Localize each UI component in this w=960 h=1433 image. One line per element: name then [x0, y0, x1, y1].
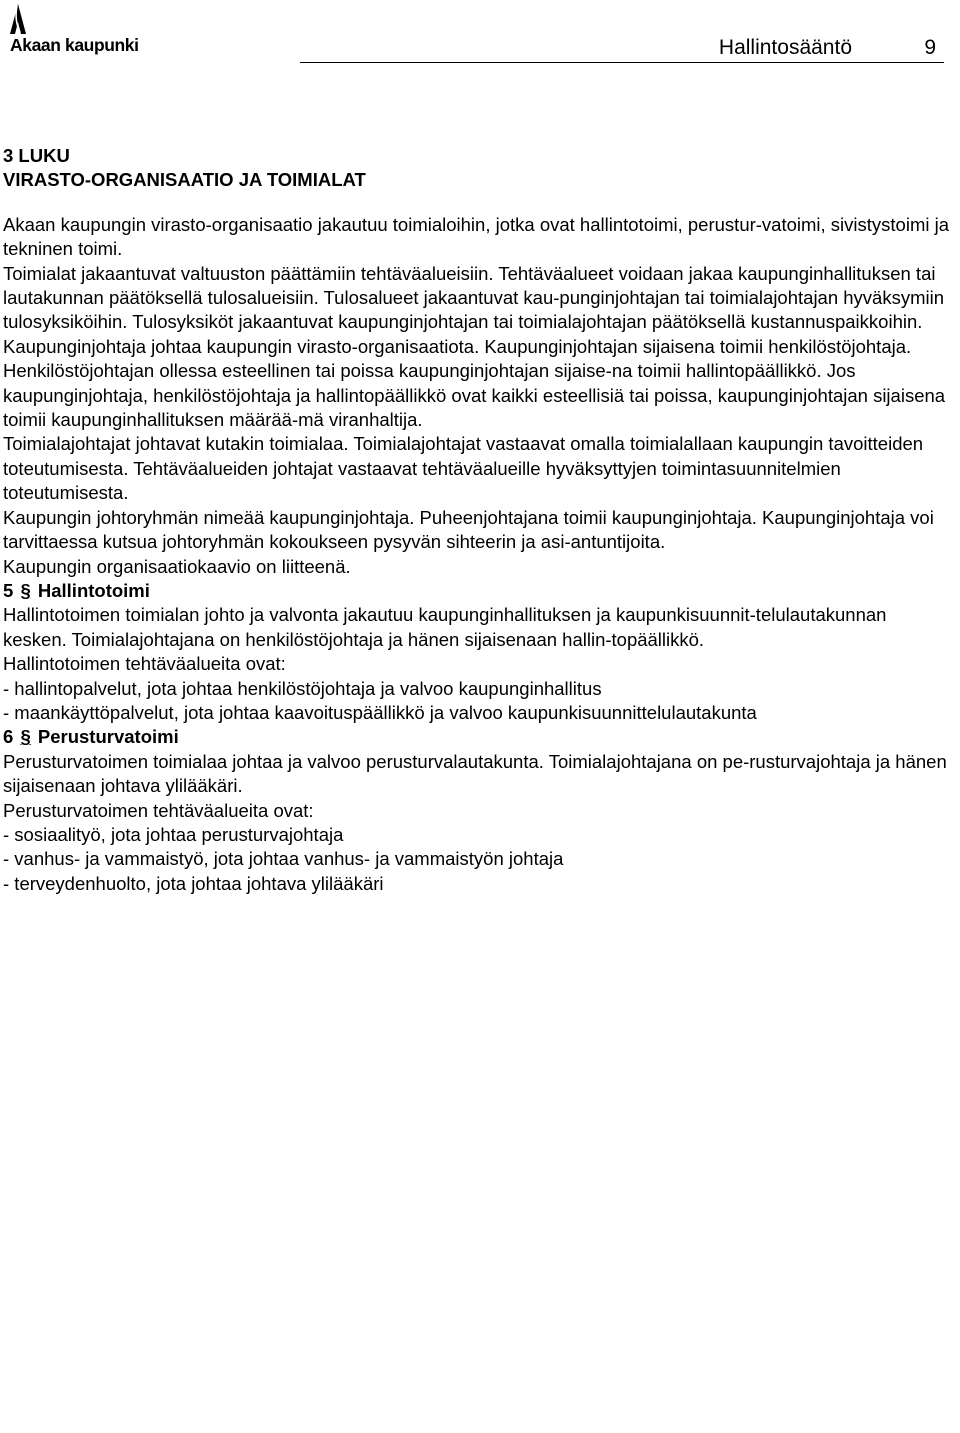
section-heading-5 — [3, 579, 953, 603]
chapter-title: VIRASTO-ORGANISAATIO JA TOIMIALAT — [3, 169, 366, 191]
list-item: - sosiaalityö, jota johtaa perusturvajohtaja — [3, 823, 344, 845]
paragraph: Toimialajohtajat johtavat kutakin toimialaa. Toimialajohtajat vastaavat omalla toimialallaan kaupungin tavoitteiden toteutumisesta. Tehtäväalueiden johtajat vastaavat tehtäväalueille hyväksyttyjen toimintasuunnitelmien toteutumisesta. — [3, 433, 924, 504]
header-divider — [300, 62, 944, 63]
section-body: Perusturvatoimen toimialaa johtaa ja valvoo perusturvalautakunta. Toimialajohtajana on pe-rusturvajohtaja ja hänen sijaisenaan johtava ylilääkäri. — [3, 750, 947, 797]
page-number: 9 — [924, 36, 936, 59]
paragraph: Kaupunginjohtaja johtaa kaupungin virasto-organisaatiota. Kaupunginjohtajan sijaisena toimii henkilöstöjohtaja. Henkilöstöjohtajan ollessa esteellinen tai poissa kaupunginjohtajan sijaise-na toimii hallintopäällikkö. Jos kaupunginjohtaja, henkilöstöjohtaja ja hallintopäällikkö ovat kaikki esteellisiä tai poissa, kaupunginjohtajan sijaisena toimii kaupunginhallituksen määrää-mä viranhaltija. — [3, 335, 946, 431]
list-intro: Hallintotoimen tehtäväalueita ovat: — [3, 653, 286, 675]
list-item: - hallintopalvelut, jota johtaa henkilöstöjohtaja ja valvoo kaupunginhallitus — [3, 677, 602, 699]
section-title: Hallintotoimi — [37, 579, 150, 601]
logo-text: Akaan kaupunki — [10, 35, 139, 55]
paragraph: Toimialat jakaantuvat valtuuston päättämiin tehtäväalueisiin. Tehtäväalueet voidaan jakaa kaupunginhallituksen tai lautakunnan päätöksellä tulosalueisiin. Tulosalueet jakaantuvat kau-punginjohtajan tai toimialajohtajan hyväksymiin tulosyksiköihin. Tulosyksiköt jakaantuvat kaupunginjohtajan tai toimialajohtajan päätöksellä kustannuspaikkoihin. — [3, 262, 945, 333]
document-body — [3, 144, 953, 896]
document-title: Hallintosääntö — [718, 36, 852, 59]
paragraph: Kaupungin organisaatiokaavio on liitteenä. — [3, 555, 351, 577]
section-number: 6 — [3, 726, 14, 748]
section-number: 5 — [3, 579, 14, 601]
section-body: Hallintotoimen toimialan johto ja valvonta jakautuu kaupunginhallituksen ja kaupunkisuunnit-telulautakunnan kesken. Toimialajohtajana on henkilöstöjohtaja ja hänen sijaisenaan hallin-topäällikkö. — [3, 604, 887, 650]
section-heading-6 — [3, 725, 953, 749]
paragraph: Kaupungin johtoryhmän nimeää kaupunginjohtaja. Puheenjohtajana toimii kaupunginjohtaja. Kaupunginjohtaja voi tarvittaessa kutsua johtoryhmän kokoukseen pysyvän sihteerin ja asi-antuntijoita. — [3, 506, 934, 553]
section-sign: § — [20, 726, 31, 748]
list-item: - vanhus- ja vammaistyö, jota johtaa vanhus- ja vammaistyön johtaja — [3, 848, 564, 870]
list-item: - terveydenhuolto, jota johtaa johtava ylilääkäri — [3, 872, 384, 894]
list-item: - maankäyttöpalvelut, jota johtaa kaavoituspäällikkö ja valvoo kaupunkisuunnittelulautakunta — [3, 701, 757, 723]
chapter-number: 3 LUKU — [3, 145, 70, 166]
section-title: Perusturvatoimi — [37, 726, 179, 748]
paragraph: Akaan kaupungin virasto-organisaatio jakautuu toimialoihin, jotka ovat hallintotoimi, perustur-vatoimi, sivistystoimi ja tekninen toimi. — [3, 213, 950, 260]
list-intro: Perusturvatoimen tehtäväalueita ovat: — [3, 799, 314, 821]
logo-mark-icon — [4, 2, 64, 36]
page-header — [0, 36, 940, 60]
section-sign: § — [20, 579, 31, 601]
